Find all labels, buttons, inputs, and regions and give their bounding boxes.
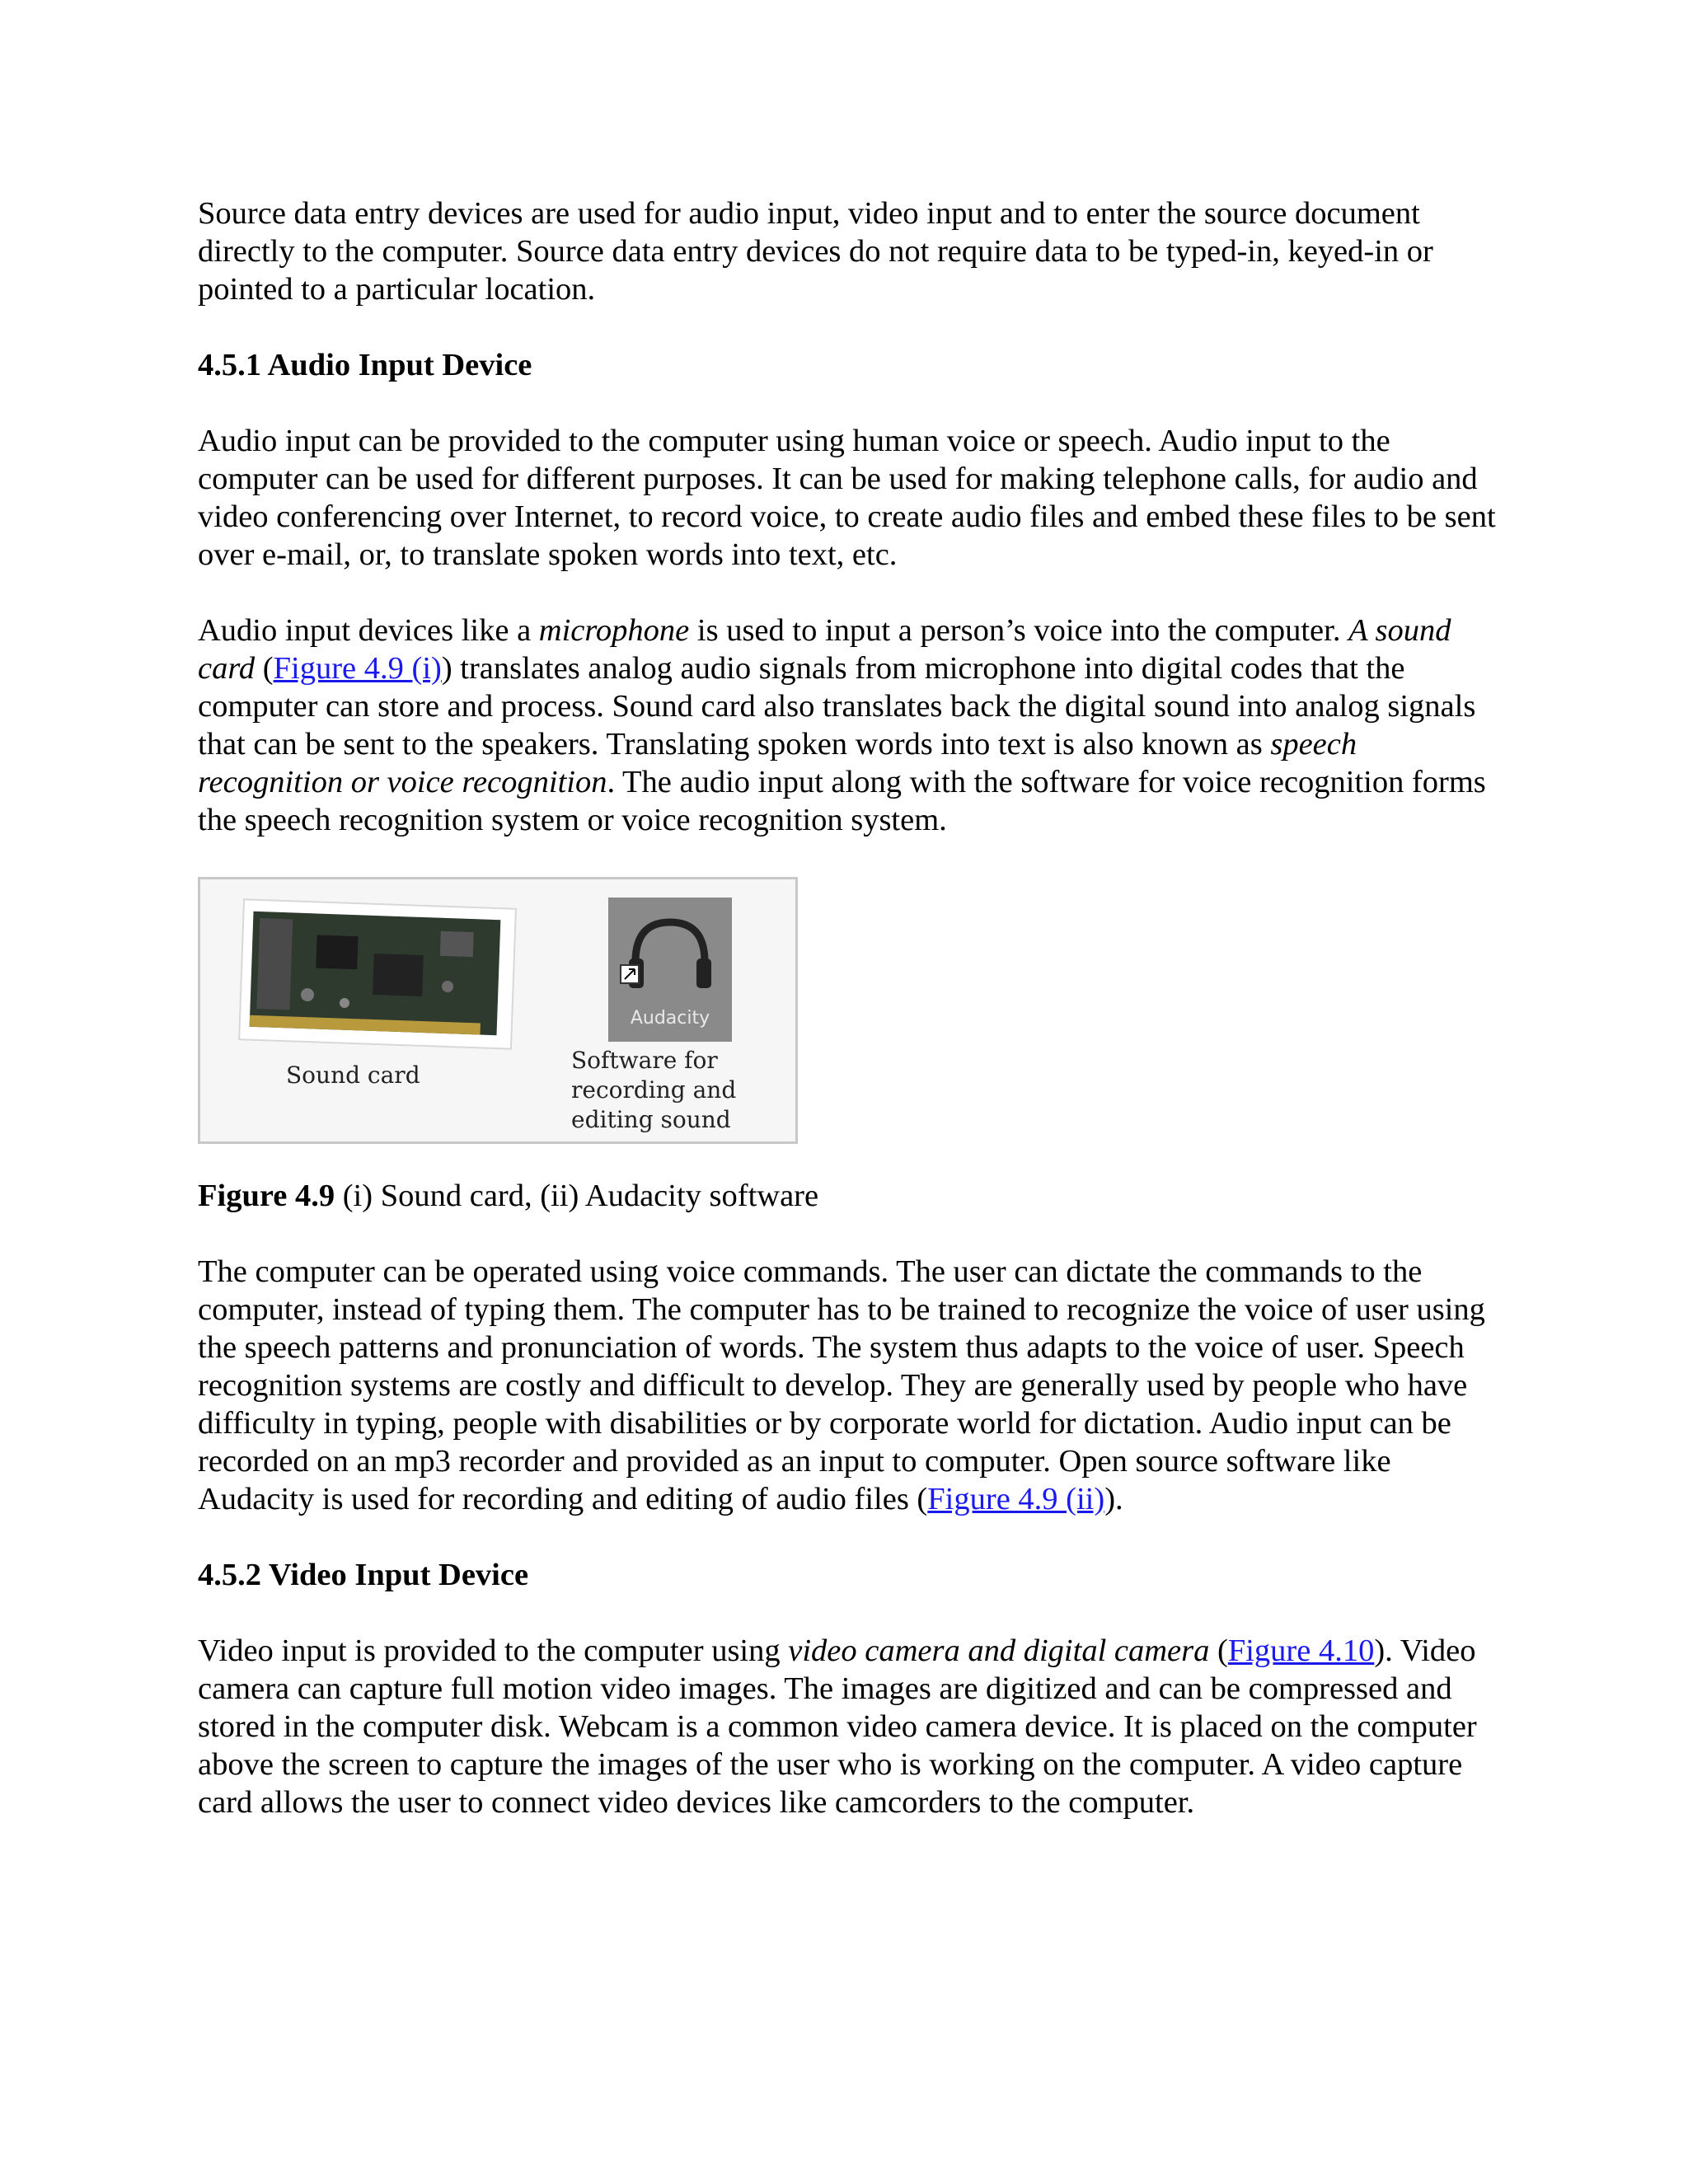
- text-span: The computer can be operated using voice commands. The user can dictate the commands to the computer, instead of typing them. The computer has to be trained to recognize the voice of user using the speech patterns and pronunciation of words. The system thus adapts to the voice of user. Speech recognition systems are costly and difficult to develop. They are generally used by people who have difficulty in typing, people with disabilities or by corporate world for dictation. Audio input can be recorded on an mp3 recorder and provided as an input to computer. Open source software like Audacity is used for recording and editing of audio files (: [198, 1254, 1485, 1516]
- text-span: (: [1209, 1633, 1228, 1668]
- audacity-icon-label: Audacity: [630, 1008, 710, 1029]
- microphone-term: microphone: [538, 613, 690, 648]
- sound-card-image: [239, 899, 516, 1048]
- audacity-icon: [608, 898, 732, 1042]
- figure-4-9-i-link[interactable]: Figure 4.9 (i): [273, 651, 442, 686]
- audio-section-heading: 4.5.1 Audio Input Device: [198, 348, 532, 382]
- video-paragraph-1: [198, 1632, 1500, 1821]
- sound-card-label: Sound card: [286, 1062, 420, 1089]
- audio-paragraph-3: [198, 1253, 1500, 1518]
- speech-recognition-term: speech recognition or voice recognition: [198, 727, 1357, 799]
- caption-bold: Figure 4.9: [198, 1179, 335, 1213]
- intro-paragraph: Source data entry devices are used for audio input, video input and to enter the source document directly to the computer. Source data entry devices do not require data to be typed-in, keyed-in or pointed to a particular location.: [198, 196, 1433, 307]
- audio-paragraph-1: Audio input can be provided to the computer using human voice or speech. Audio input to the computer can be used for different purposes. It can be used for making telephone calls, for audio and video conferencing over Internet, to record voice, to create audio files and embed these files to be sent over e-mail, or, to translate spoken words into text, etc.: [198, 424, 1496, 572]
- text-span: is used to input a person’s voice into the computer.: [689, 613, 1349, 648]
- text-span: ). Video camera can capture full motion video images. The images are digitized and can be compressed and stored in the computer disk. Webcam is a common video camera device. It is placed on the computer above the screen to capture the images of the user who is working on the computer. A video capture card allows the user to connect video devices like camcorders to the computer.: [198, 1633, 1477, 1820]
- sound-card-term: A sound card: [198, 613, 1451, 686]
- camera-term: video camera and digital camera: [788, 1633, 1210, 1668]
- figure-4-9: [198, 877, 798, 1144]
- text-span: ).: [1104, 1482, 1123, 1516]
- video-section-heading: 4.5.2 Video Input Device: [198, 1558, 529, 1592]
- caption-text: (i) Sound card, (ii) Audacity software: [335, 1179, 819, 1213]
- software-label: Software for recording and editing sound: [571, 1047, 737, 1133]
- text-span: Audio input devices like a: [198, 613, 539, 648]
- figure-4-9-ii-link[interactable]: Figure 4.9 (ii): [927, 1482, 1105, 1516]
- figure-4-10-link[interactable]: Figure 4.10: [1227, 1633, 1375, 1668]
- audio-paragraph-2: [198, 612, 1500, 839]
- text-span: (: [255, 651, 274, 686]
- figure-caption: [198, 1177, 1500, 1215]
- page-content: [198, 194, 1500, 1859]
- text-span: Video input is provided to the computer using: [198, 1633, 789, 1668]
- text-span: . The audio input along with the software for voice recognition forms the speech recognition system or voice recognition system.: [198, 765, 1486, 837]
- text-span: ) translates analog audio signals from microphone into digital codes that the computer can store and process. Sound card also translates back the digital sound into analog signals that can be sent to the speakers. Translating spoken words into text is also known as: [198, 651, 1476, 762]
